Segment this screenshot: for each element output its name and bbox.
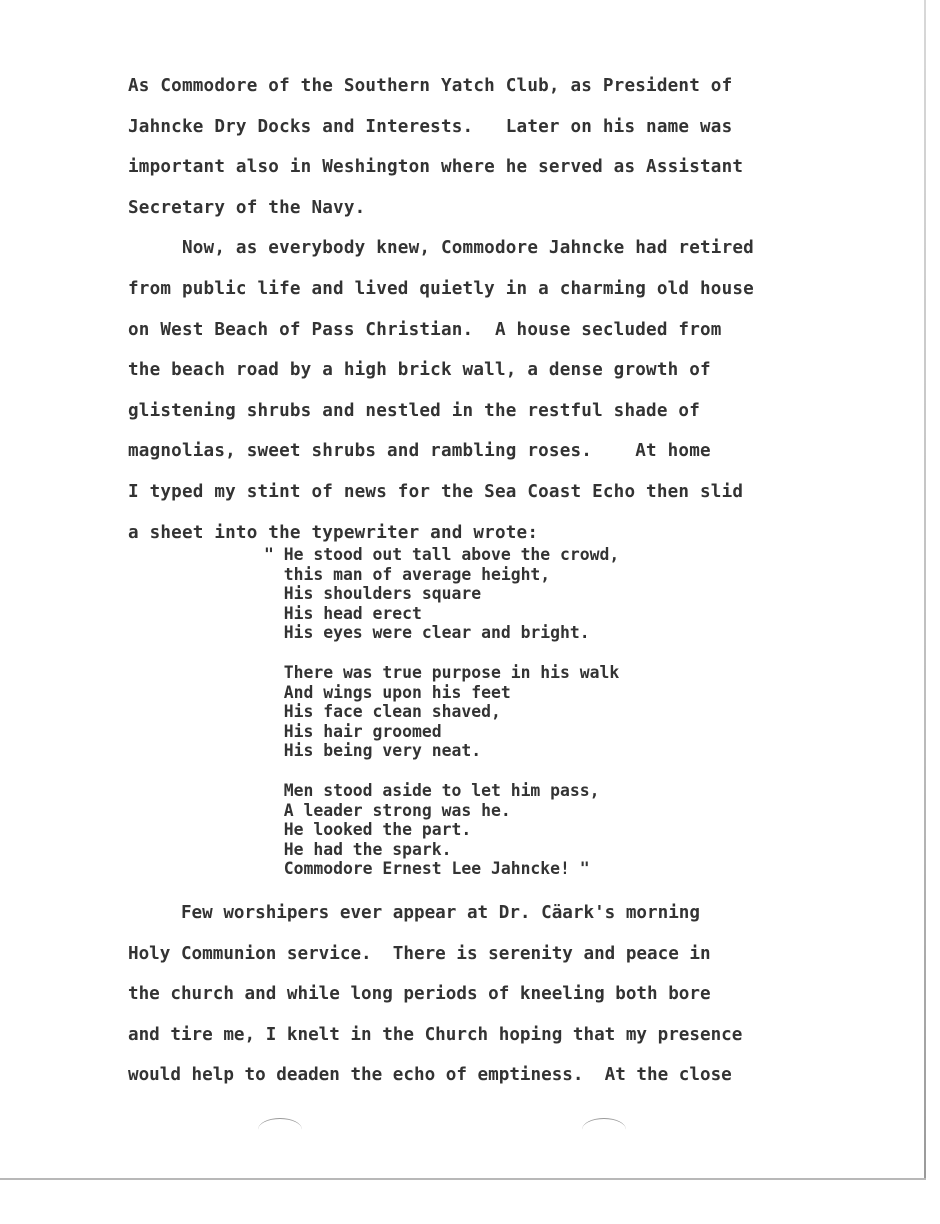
poem-line: " He stood out tall above the crowd, [264,545,620,564]
text-line: and tire me, I knelt in the Church hoping that my presence [128,1024,743,1045]
text-line: the church and while long periods of kneeling both bore [128,984,711,1005]
poem-line: He had the spark. [264,839,452,859]
opening-paragraphs [128,66,848,553]
text-line: a sheet into the typewriter and wrote: [128,522,539,543]
poem-line: Men stood aside to let him pass, [264,780,600,800]
binder-hole-mark-left [258,1118,302,1141]
poem-line: There was true purpose in his walk [264,662,620,682]
text-line: Jahncke Dry Docks and Interests. Later on his name was [128,116,733,137]
poem [264,545,724,899]
text-line: Few worshipers ever appear at Dr. Cäark's morning [128,903,700,923]
poem-line: His face clean shaved, [264,702,501,722]
closing-paragraph [128,893,848,1096]
poem-stanza [264,663,724,761]
text-line: the beach road by a high brick wall, a dense growth of [128,360,711,381]
poem-line: He looked the part. [264,820,472,840]
poem-line: His head erect [264,603,422,623]
text-line: glistening shrubs and nestled in the restful shade of [128,400,700,421]
page-edge-right [924,0,926,1180]
text-line: I typed my stint of news for the Sea Coast Echo then slid [128,481,744,502]
poem-stanza [264,781,724,879]
text-line: As Commodore of the Southern Yatch Club, as President of [128,76,733,96]
poem-line: His being very neat. [264,741,482,761]
text-line: Secretary of the Navy. [128,197,366,218]
poem-line: Commodore Ernest Lee Jahncke! " [264,859,590,879]
text-line: from public life and lived quietly in a charming old house [128,278,754,299]
text-line: important also in Weshington where he served as Assistant [128,157,744,178]
text-line: on West Beach of Pass Christian. A house secluded from [128,319,722,340]
poem-line: A leader strong was he. [264,800,511,820]
poem-line: His shoulders square [264,584,482,604]
poem-line: And wings upon his feet [264,682,511,702]
page-edge-bottom [0,1178,926,1180]
poem-line: His eyes were clear and bright. [264,623,590,643]
poem-line: His hair groomed [264,721,442,741]
text-line: magnolias, sweet shrubs and rambling roses. At home [128,441,711,462]
text-line: Now, as everybody knew, Commodore Jahncke had retired [128,238,754,259]
text-line: Holy Communion service. There is serenity and peace in [128,943,711,964]
poem-line: this man of average height, [264,564,551,584]
text-line: would help to deaden the echo of emptiness. At the close [128,1065,732,1086]
binder-hole-mark-right [582,1118,626,1141]
poem-stanza [264,545,724,643]
